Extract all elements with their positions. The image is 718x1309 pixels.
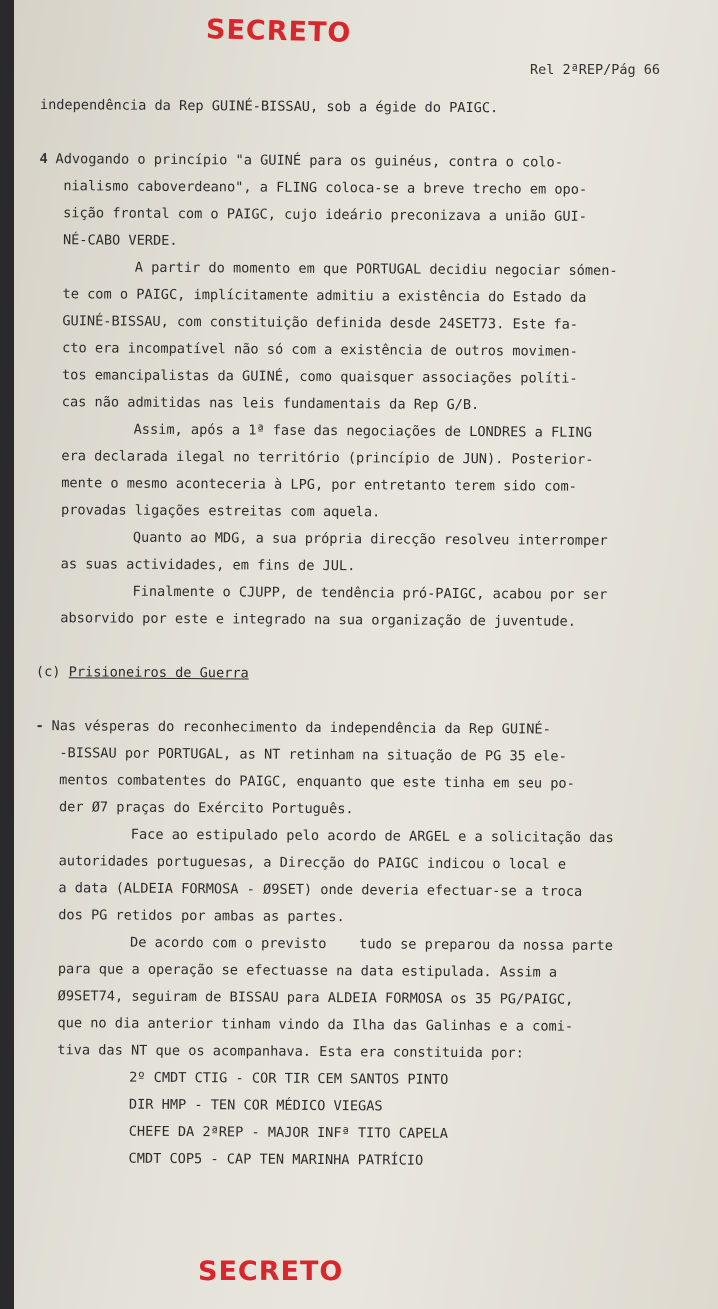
text-line-content: Nas vésperas do reconhecimento da independência da Rep GUINÉ- <box>51 718 551 738</box>
text-line: NÉ-CABO VERDE. <box>62 232 178 249</box>
text-line: cto era incompatível não só com a existência de outros movimen- <box>62 340 578 360</box>
officer-line: CHEFE DA 2ªREP - MAJOR INFª TITO CAPELA <box>128 1123 448 1142</box>
text-line: der Ø7 praças do Exército Português. <box>58 799 354 818</box>
text-line: A partir do momento em que PORTUGAL decidiu negociar sómen- <box>134 259 618 280</box>
text-line: absorvido por este e integrado na sua organização de juventude. <box>60 610 576 630</box>
text-line: nialismo caboverdeano", a FLING coloca-se a breve trecho em opo- <box>63 178 588 198</box>
officer-line: DIR HMP - TEN COR MÉDICO VIEGAS <box>128 1096 383 1115</box>
handwritten-marker: 4 <box>39 150 48 168</box>
text-line: Face ao estipulado pelo acordo de ARGEL e a solicitação das <box>130 826 614 847</box>
document-body <box>32 92 695 1177</box>
text-line: cas não admitidas nas leis fundamentais da Rep G/B. <box>61 394 480 414</box>
text-line: era declarada ilegal no território (princípio de JUN). Posterior- <box>61 448 594 468</box>
text-line: autoridades portuguesas, a Direcção do PAIGC indicou o local e <box>58 853 567 873</box>
document-page <box>14 0 718 1309</box>
text-line: Assim, após a 1ª fase das negociações de LONDRES a FLING <box>133 421 593 441</box>
text-line: dos PG retidos por ambas as partes. <box>58 907 345 926</box>
page-reference: Rel 2ªREP/Pág 66 <box>529 62 660 78</box>
text-line: te com o PAIGC, implícitamente admitiu a existência do Estado da <box>62 286 587 306</box>
text-line: Ø9SET74, seguiram de BISSAU para ALDEIA FORMOSA os 35 PG/PAIGC, <box>57 988 574 1008</box>
text-line: Finalmente o CJUPP, de tendência pró-PAIGC, acabou por ser <box>132 583 608 603</box>
text-line: Quanto ao MDG, a sua própria direcção resolveu interromper <box>132 529 608 549</box>
text-line: De acordo com o previsto tudo se preparou da nossa parte <box>130 934 613 955</box>
officer-line: 2º CMDT CTIG - COR TIR CEM SANTOS PINTO <box>129 1069 449 1088</box>
section-heading <box>36 659 691 691</box>
text-line: a data (ALDEIA FORMOSA - Ø9SET) onde deveria efectuar-se a troca <box>58 880 583 900</box>
text-line: para que a operação se efectuasse na data estipulada. Assim a <box>57 961 558 981</box>
text-line: as suas actividades, em fins de JUL. <box>60 556 356 575</box>
secret-stamp-top: SECRETO <box>205 14 352 49</box>
text-line: que no dia anterior tinham vindo da Ilha das Galinhas e a comi- <box>57 1015 574 1035</box>
text-line-content: Advogando o princípio "a GUINÉ para os guinéus, contra o colo- <box>55 151 563 171</box>
text-line: provadas ligações estreitas com aquela. <box>61 502 381 521</box>
text-line: independência da Rep GUINÉ-BISSAU, sob a égide do PAIGC. <box>39 96 499 117</box>
text-line: tiva das NT que os acompanhava. Esta era constituida por: <box>57 1042 524 1062</box>
text-line: sição frontal com o PAIGC, cujo ideário preconizava a união GUI- <box>63 205 587 225</box>
section-title: Prisioneiros de Guerra <box>68 664 249 682</box>
dash-marker: - <box>35 717 44 735</box>
text-line: -BISSAU por PORTUGAL, as NT retinham na situação de PG 35 ele- <box>59 745 567 765</box>
text-line: mente o mesmo aconteceria à LPG, por entretanto terem sido com- <box>61 475 577 495</box>
secret-stamp-bottom: SECRETO <box>198 1256 344 1287</box>
section-letter: (c) <box>35 663 61 681</box>
text-line: tos emancipalistas da GUINÉ, como quaisquer associações políti- <box>61 367 578 387</box>
text-line: mentos combatentes do PAIGC, enquanto que este tinha em seu po- <box>59 772 575 792</box>
text-line: GUINÉ-BISSAU, com constituição definida desde 24SET73. Este fa- <box>62 313 579 333</box>
officer-line: CMDT COP5 - CAP TEN MARINHA PATRÍCIO <box>128 1150 424 1169</box>
